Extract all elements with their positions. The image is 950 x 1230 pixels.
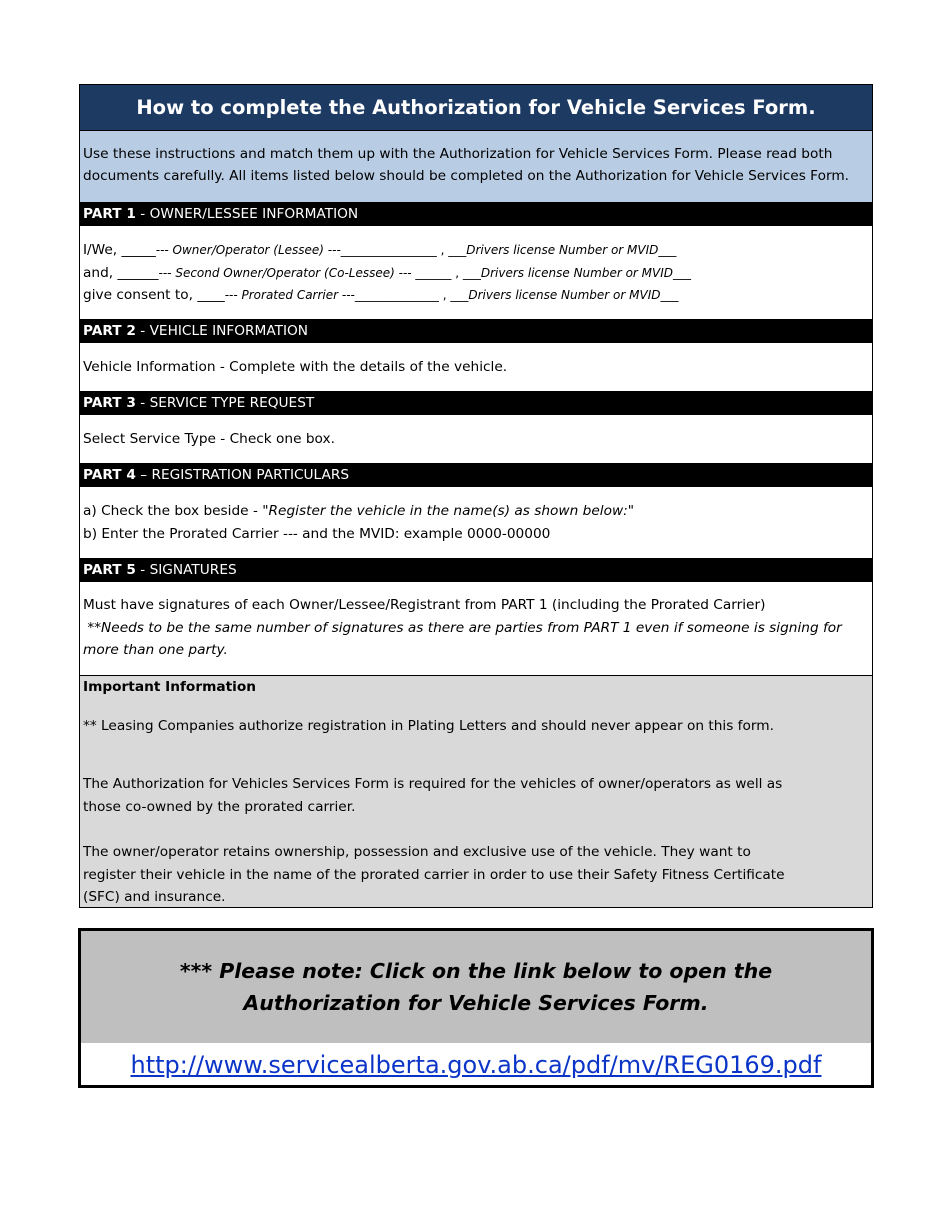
- part-5-line-3: more than one party.: [83, 642, 228, 658]
- row-id: Drivers license Number or MVID___: [466, 243, 677, 257]
- part-2-body: Vehicle Information - Complete with the details of the vehicle.: [83, 359, 508, 375]
- row-sep: , ___: [451, 265, 481, 280]
- important-heading: Important Information: [83, 679, 256, 695]
- part-2-label: PART 2: [83, 323, 136, 339]
- intro-text: [80, 131, 872, 202]
- part-3-label: PART 3: [83, 395, 136, 411]
- row-id: Drivers license Number or MVID___: [480, 265, 692, 280]
- part-5-label: PART 5: [83, 562, 136, 578]
- instructions-table: [79, 84, 873, 908]
- part-5-body: [80, 582, 872, 676]
- co-owner-row: [83, 262, 872, 285]
- row-field: --- Second Owner/Operator (Co-Lessee) --- ______: [158, 265, 452, 280]
- page-title: How to complete the Authorization for Vehicle Services Form.: [80, 85, 872, 131]
- part-4-header: [80, 463, 872, 487]
- row-sep: , ___: [436, 243, 467, 257]
- important-info: [80, 676, 872, 907]
- row-id: Drivers license Number or MVID___: [468, 288, 679, 302]
- important-para-3-line-1: The owner/operator retains ownership, possession and exclusive use of the vehicle. They want to: [83, 844, 751, 860]
- row-field: --- Owner/Operator (Lessee) ---________________: [155, 243, 437, 257]
- important-para-3-line-3: (SFC) and insurance.: [83, 889, 226, 905]
- carrier-row: [83, 284, 872, 307]
- row-lead: and, ______: [83, 264, 159, 281]
- part-1-body: [80, 226, 872, 319]
- important-para-3-line-2: register their vehicle in the name of the prorated carrier in order to use their Safety Fitness Certificate: [83, 866, 785, 883]
- part-2-header: [80, 319, 872, 343]
- part-3-title: - SERVICE TYPE REQUEST: [135, 395, 315, 411]
- line-a-quote: "Register the vehicle in the name(s) as shown below:": [262, 503, 635, 519]
- owner-row: [83, 239, 872, 262]
- part-1-label: PART 1: [83, 206, 136, 222]
- intro-line-1: Use these instructions and match them up with the Authorization for Vehicle Services Form. Please read both: [83, 146, 833, 162]
- part-5-line-1: Must have signatures of each Owner/Lessee/Registrant from PART 1 (including the Prorated Carrier): [83, 597, 766, 613]
- part-3-body: Select Service Type - Check one box.: [83, 431, 335, 447]
- row-sep: , ___: [438, 288, 469, 302]
- intro-line-2: documents carefully. All items listed below should be completed on the Authorization for Vehicle Services Form.: [83, 168, 850, 184]
- note-box: [78, 928, 874, 1088]
- form-link-row: [81, 1043, 871, 1085]
- row-field: --- Prorated Carrier ---______________: [224, 288, 439, 302]
- part-2-title: - VEHICLE INFORMATION: [135, 323, 309, 339]
- part-4-line-b: b) Enter the Prorated Carrier --- and the MVID: example 0000-00000: [83, 525, 551, 542]
- part-3-header: [80, 391, 872, 415]
- part-1-title: - OWNER/LESSEE INFORMATION: [135, 206, 359, 222]
- part-5-title: - SIGNATURES: [135, 562, 237, 578]
- important-para-2-line-2: those co-owned by the prorated carrier.: [83, 798, 356, 815]
- part-1-header: [80, 202, 872, 226]
- form-pdf-link[interactable]: http://www.servicealberta.gov.ab.ca/pdf/mv/REG0169.pdf: [130, 1051, 822, 1079]
- note-text: *** Please note: Click on the link below to open the Authorization for Vehicle Services Form.: [81, 931, 871, 1043]
- part-4-label: PART 4: [83, 467, 136, 483]
- important-para-1: ** Leasing Companies authorize registration in Plating Letters and should never appear on this form.: [83, 717, 774, 734]
- row-lead: give consent to, ____: [83, 287, 225, 303]
- part-5-line-2: **Needs to be the same number of signatures as there are parties from PART 1 even if someone is signing for: [83, 619, 842, 636]
- part-4-body: [80, 487, 872, 558]
- important-para-2-line-1: The Authorization for Vehicles Services Form is required for the vehicles of owner/operators as well as: [83, 776, 783, 792]
- part-4-title: – REGISTRATION PARTICULARS: [135, 467, 350, 483]
- part-5-header: [80, 558, 872, 582]
- row-lead: I/We, _____: [83, 242, 156, 258]
- part-4-line-a: [83, 500, 872, 523]
- line-a-prefix: a) Check the box beside -: [83, 503, 263, 519]
